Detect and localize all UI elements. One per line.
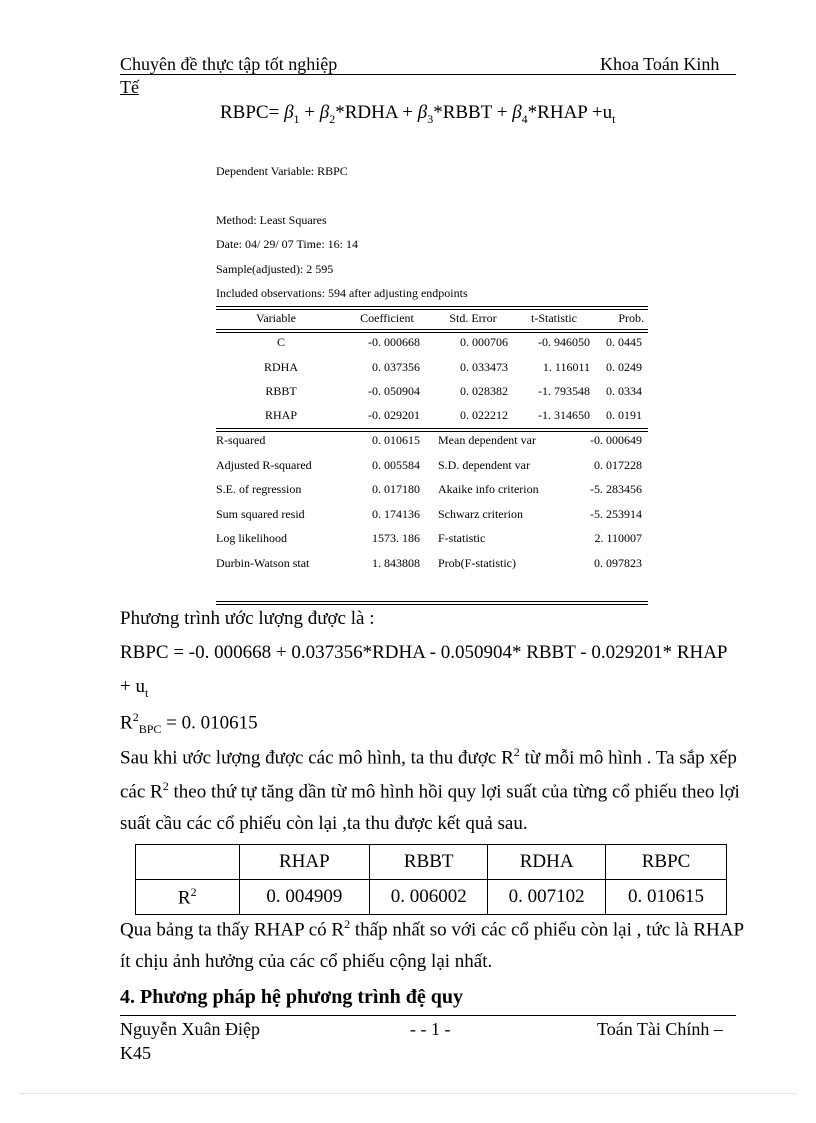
table-row [136, 880, 727, 915]
table-bottom-rule [216, 601, 648, 605]
stat-label: Mean dependent var [438, 433, 536, 447]
table-row-label: $R^2$ [136, 880, 240, 915]
table-row-coef: -0. 029201 [368, 408, 420, 422]
model-equation: RBPC= $\beta_1$ + $\beta_2*RDHA$ + $\beta_3*RBBT$ + $\beta_4*RHAP +u_t$ [220, 102, 616, 126]
stat-label: S.E. of regression [216, 482, 302, 496]
estimated-label: Phương trình ước lượng được là : [120, 608, 375, 629]
stat-value: 0. 017228 [594, 458, 642, 472]
table-row-coef: 0. 037356 [372, 360, 420, 374]
stat-value: -5. 253914 [590, 507, 642, 521]
stat-value: -0. 000649 [590, 433, 642, 447]
stat-value: 0. 010615 [372, 433, 420, 447]
table-row-var: RDHA [263, 360, 298, 374]
table-row-var: C [276, 335, 285, 349]
stat-label: Adjusted R-squared [216, 458, 312, 472]
stat-value: 1. 843808 [372, 556, 420, 570]
table-row-var: RBBT [265, 384, 297, 398]
paragraph-line: Qua bảng ta thấy RHAP có $R^2$ thấp nhất so với các cổ phiếu còn lại , tức là RHAP [120, 917, 745, 941]
method: Method: Least Squares [216, 213, 327, 227]
table-row-t: -1. 793548 [538, 384, 590, 398]
col-header-std-error: Std. Error [449, 311, 497, 325]
stat-label: Schwarz criterion [438, 507, 523, 521]
table-row-t: -1. 314650 [538, 408, 590, 422]
stat-label: S.D. dependent var [438, 458, 530, 472]
stat-label: Sum squared resid [216, 507, 305, 521]
page-number: - - 1 - [410, 1019, 451, 1039]
included-observations: Included observations: 594 after adjusting endpoints [216, 286, 468, 300]
stats-top-rule [216, 428, 648, 432]
stat-value: 0. 005584 [372, 458, 420, 472]
table-row-coef: -0. 050904 [368, 384, 420, 398]
stat-value: 0. 017180 [372, 482, 420, 496]
stat-label: Log likelihood [216, 531, 287, 545]
table-row-se: 0. 022212 [460, 408, 508, 422]
footer-left: Nguyễn Xuân Điệp [120, 1019, 260, 1039]
paragraph-line: Sau khi ước lượng được các mô hình, ta thu được $R^2$ từ mỗi mô hình . Ta sắp xếp [120, 745, 737, 769]
table-cell: 0. 007102 [488, 880, 606, 915]
footer-continuation: K45 [120, 1043, 151, 1063]
table-row-t: 1. 116011 [542, 360, 590, 374]
stat-label: R-squared [216, 433, 266, 447]
col-header-variable: Variable [256, 311, 296, 325]
header-right: Khoa Toán Kinh [600, 54, 720, 74]
dependent-variable: Dependent Variable: RBPC [216, 164, 348, 178]
table-cell: 0. 006002 [370, 880, 488, 915]
estimated-equation-cont: + $u_t$ [120, 676, 149, 700]
table-row-coef: -0. 000668 [368, 335, 420, 349]
stat-label: F-statistic [438, 531, 486, 545]
stat-value: 2. 110007 [594, 531, 642, 545]
table-row-se: 0. 000706 [460, 335, 508, 349]
paragraph-line: các $R^2$ theo thứ tự tăng dần từ mô hình hồi quy lợi suất của từng cổ phiếu theo lợi [120, 779, 740, 803]
r-squared-comparison-table [135, 844, 727, 915]
footer-rule [120, 1015, 736, 1016]
table-cell: 0. 004909 [239, 880, 370, 915]
header-left: Chuyên đề thực tập tốt nghiệp [120, 54, 338, 74]
paragraph-line: ít chịu ảnh hưởng của các cổ phiếu cộng lại nhất. [120, 951, 493, 972]
table-top-rule [216, 306, 648, 310]
table-row-se: 0. 033473 [460, 360, 508, 374]
stat-label: Prob(F-statistic) [438, 556, 516, 570]
header-continuation: Tế [120, 77, 139, 97]
table-row-prob: 0. 0334 [606, 384, 642, 398]
col-header-t-statistic: t-Statistic [531, 311, 577, 325]
r-squared-bpc: $R^2_{BPC} = 0$. 010615 [120, 710, 258, 737]
table-cell: 0. 010615 [606, 880, 727, 915]
stat-value: 1573. 186 [372, 531, 420, 545]
table-header-cell [136, 845, 240, 880]
table-header-cell: RBPC [606, 845, 727, 880]
table-header-cell: RDHA [488, 845, 606, 880]
stat-value: -5. 283456 [590, 482, 642, 496]
table-row-prob: 0. 0191 [606, 408, 642, 422]
sample: Sample(adjusted): 2 595 [216, 262, 334, 276]
col-header-coefficient: Coefficient [360, 311, 414, 325]
date-time: Date: 04/ 29/ 07 Time: 16: 14 [216, 237, 359, 251]
table-row-se: 0. 028382 [460, 384, 508, 398]
stat-label: Durbin-Watson stat [216, 556, 310, 570]
section-heading: 4. Phương pháp hệ phương trình đệ quy [120, 986, 463, 1008]
table-header-cell: RBBT [370, 845, 488, 880]
col-header-prob: Prob. [618, 311, 644, 325]
table-header-row [136, 845, 727, 880]
table-row-t: -0. 946050 [538, 335, 590, 349]
table-row-var: RHAP [264, 408, 297, 422]
paragraph-line: suất cầu các cổ phiếu còn lại ,ta thu được kết quả sau. [120, 813, 528, 834]
stat-value: 0. 097823 [594, 556, 642, 570]
page-edge-dots [20, 1093, 796, 1094]
table-row-prob: 0. 0249 [606, 360, 642, 374]
table-row-prob: 0. 0445 [606, 335, 642, 349]
header-rule [120, 74, 736, 75]
stat-value: 0. 174136 [372, 507, 420, 521]
stat-label: Akaike info criterion [438, 482, 539, 496]
footer-right: Toán Tài Chính – [597, 1019, 723, 1039]
header-bottom-rule [216, 329, 648, 333]
table-header-cell: RHAP [239, 845, 370, 880]
estimated-equation: RBPC = -0. 000668 + 0.037356*RDHA - 0.050904* RBBT - 0.029201* RHAP [120, 642, 728, 663]
